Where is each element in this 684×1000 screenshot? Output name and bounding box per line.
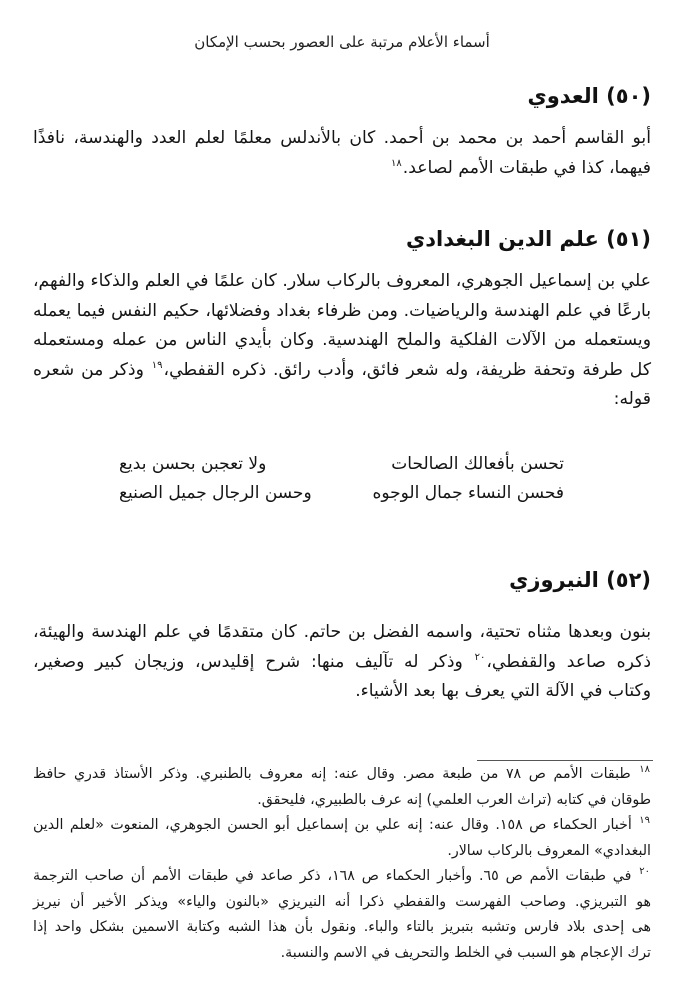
running-header: أسماء الأعلام مرتبة على العصور بحسب الإمكان xyxy=(194,33,490,51)
entry-50-line-2-text: فيهما، كذا في طبقات الأمم لصاعد. xyxy=(402,157,651,178)
footnote-ref-18[interactable]: ١٨ xyxy=(391,157,402,169)
footnote-20-number: ٢٠ xyxy=(639,866,650,878)
footnote-19 xyxy=(33,813,651,864)
entry-50-line-2 xyxy=(33,154,651,184)
footnote-19-line-2: البغدادي» المعروف بالركاب سالار. xyxy=(447,842,651,859)
footnote-20 xyxy=(33,864,651,966)
poem-verse-2 xyxy=(119,479,564,508)
footnote-ref-20[interactable]: ٢٠ xyxy=(474,651,486,663)
footnote-separator xyxy=(477,760,653,761)
footnote-ref-19[interactable]: ١٩ xyxy=(151,359,163,371)
poem-verse-1-first-hemistich: تحسن بأفعالك الصالحات xyxy=(391,454,564,474)
entry-body-52 xyxy=(33,618,651,707)
footnote-19-number: ١٩ xyxy=(639,815,650,827)
entry-52-line-2-rest: وذكر له تآليف منها: شرح إقليدس، وزيجان كبير وصغير، xyxy=(33,651,474,672)
footnote-19-line-1 xyxy=(33,813,651,839)
entry-51-line-4-rest: وذكر من شعره xyxy=(33,359,151,380)
footnote-18-line-1-text: طبقات الأمم ص ٧٨ من طبعة مصر. وقال عنه: إنه معروف بالطنبري. وذكر الأستاذ قدري حافظ xyxy=(33,766,639,782)
footnotes xyxy=(33,762,651,966)
entry-52-line-2 xyxy=(33,648,651,678)
entry-52-line-2-text: ذكره صاعد والقفطي، xyxy=(486,651,651,672)
entry-52-line-1: بنون وبعدها مثناه تحتية، واسمه الفضل بن حاتم. كان متقدمًا في علم الهندسة والهيئة، xyxy=(33,622,651,642)
entry-50-line-1: أبو القاسم أحمد بن محمد بن أحمد. كان بالأندلس معلمًا لعلم العدد والهندسة، نافذًا xyxy=(33,128,651,148)
entry-51-line-4 xyxy=(33,356,651,386)
footnote-19-line-1-text: أخبار الحكماء ص ١٥٨. وقال عنه: إنه علي بن إسماعيل أبو الحسن الجوهري، المنعوت «لعلم الدين xyxy=(33,817,639,833)
footnote-20-line-2: هو التبريزي. وصاحب الفهرست والقفطي ذكرا أنه النيريزي «بالنون والياء» ويذكر الأخير أن نيريز xyxy=(33,893,651,910)
poem-verse-2-second-hemistich: وحسن الرجال جميل الصنيع xyxy=(119,483,312,503)
footnote-20-line-4: ترك الإعجام هو السبب في الخلط والتحريف في الاسم والنسبة. xyxy=(280,944,651,961)
footnote-20-line-1 xyxy=(33,864,651,890)
entry-heading-51: (٥١) علم الدين البغدادي xyxy=(405,227,651,251)
footnote-20-line-1-text: في طبقات الأمم ص ٦٥. وأخبار الحكماء ص ١٦٨، ذكر صاعد في طبقات الأمم أن صاحب الترجمة xyxy=(33,868,639,884)
poem-verse-1 xyxy=(119,450,564,479)
entry-body-51 xyxy=(33,267,651,415)
footnote-18-line-1 xyxy=(33,762,651,788)
footnote-18-line-2: طوقان في كتابه (تراث العرب العلمي) إنه عرف بالطبيري، فليحقق. xyxy=(257,791,651,808)
entry-heading-50: (٥٠) العدوي xyxy=(527,84,651,108)
poem xyxy=(119,450,564,508)
entry-body-50 xyxy=(33,124,651,183)
entry-51-line-2: بارعًا في علم الهندسة والرياضيات. ومن ظرفاء بغداد وفضلائها، حكيم النفس فيما يعمله xyxy=(33,300,651,321)
entry-51-line-5: قوله: xyxy=(613,389,651,409)
footnote-18 xyxy=(33,762,651,813)
entry-51-line-4-text: كل طرفة وتحفة ظريفة، وله شعر فائق، وأدب رائق. ذكره القفطي، xyxy=(163,359,651,380)
entry-52-line-3: وكتاب في الآلة التي يعرف بها بعد الأشياء. xyxy=(355,681,651,701)
entry-heading-52: (٥٢) النيروزي xyxy=(509,568,651,592)
poem-verse-1-second-hemistich: ولا تعجبن بحسن بديع xyxy=(119,454,267,474)
entry-51-line-3: ويستعمله من الآلات الفلكية والملح الهندسية. وكان بأيدي الناس من عمله ومستعمله xyxy=(33,330,651,350)
poem-verse-2-first-hemistich: فحسن النساء جمال الوجوه xyxy=(372,483,564,503)
entry-51-line-1: علي بن إسماعيل الجوهري، المعروف بالركاب سلار. كان علمًا في العلم والذكاء والفهم، xyxy=(33,271,651,291)
footnote-20-line-3: هى إحدى بلاد فارس وتشبه بتبريز بالتاء والباء. ونقول بأن هذا الشبه وكتابة الاسمين بشكل واحد إذا xyxy=(33,919,651,935)
footnote-18-number: ١٨ xyxy=(639,764,650,776)
